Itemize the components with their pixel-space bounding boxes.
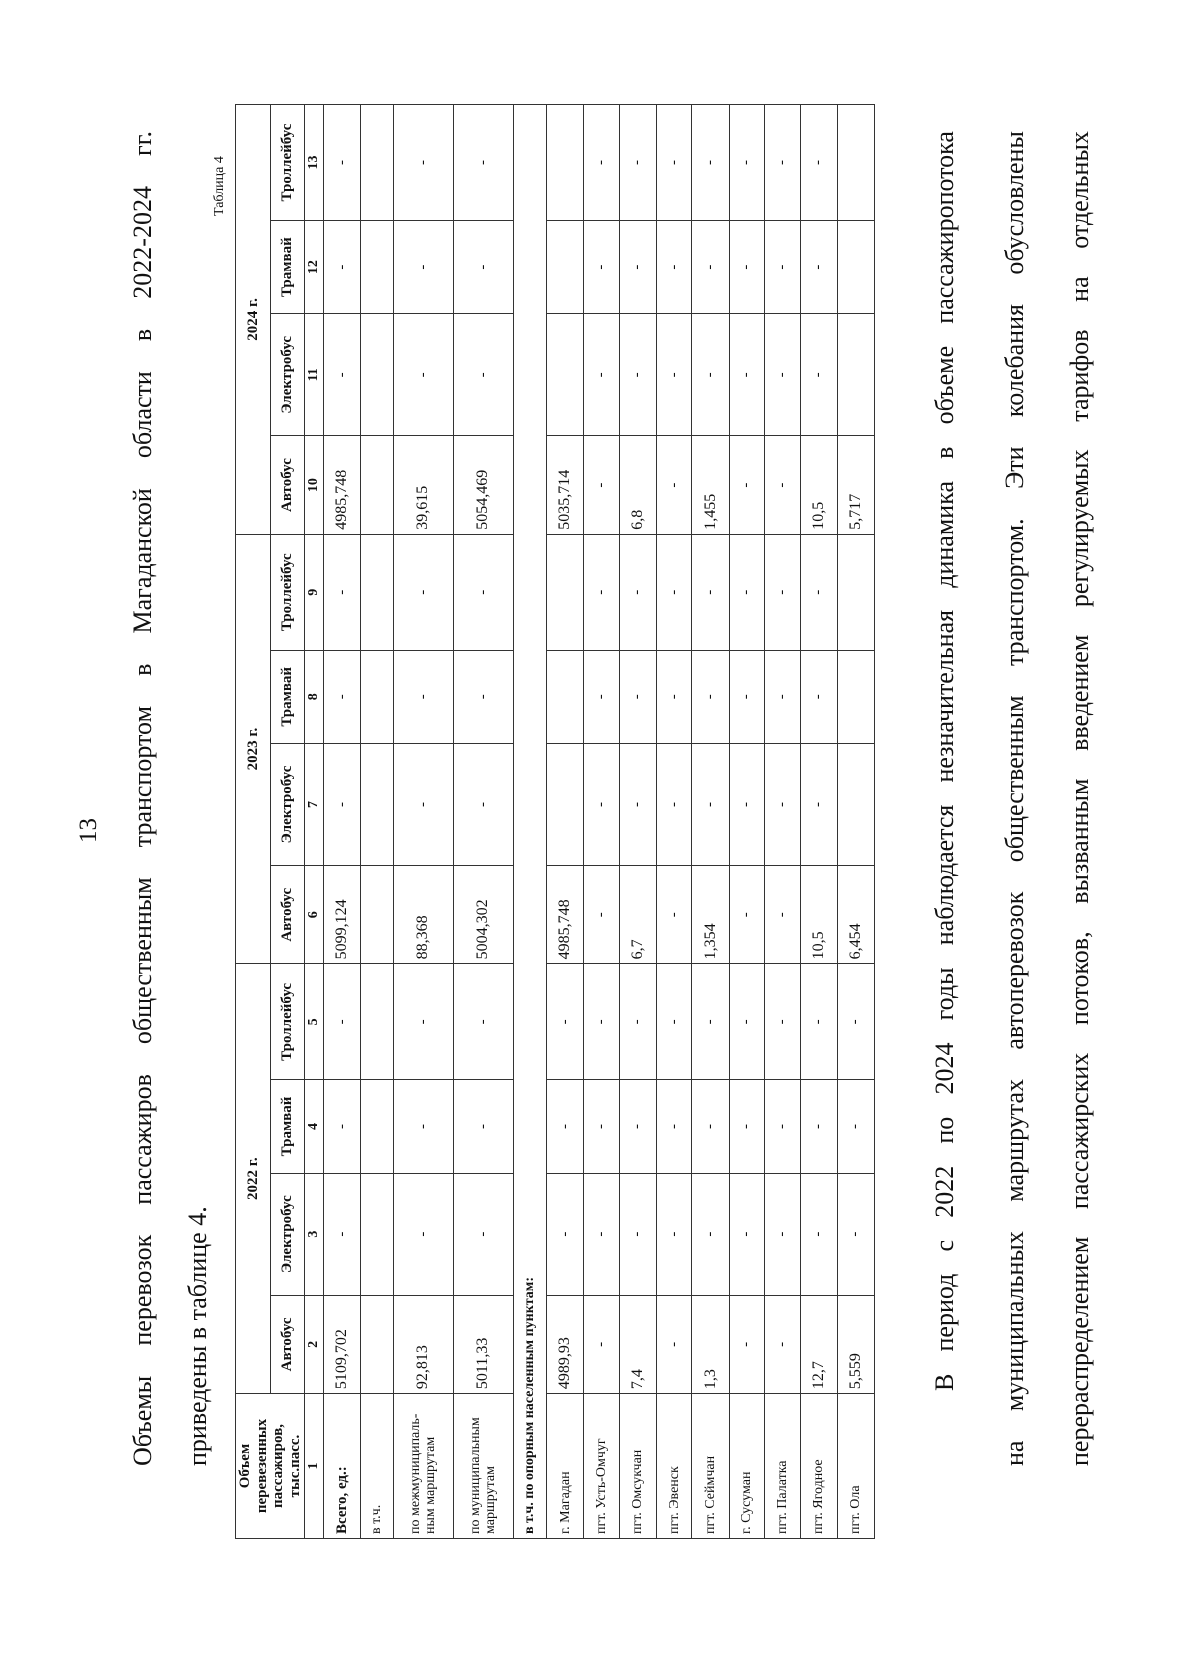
- table-cell: 6,7: [619, 866, 656, 964]
- table-cell: 6,8: [619, 436, 656, 534]
- table-cell: -: [729, 650, 764, 743]
- table-cell: -: [324, 534, 361, 650]
- body-word: пассажиропотока: [930, 131, 959, 324]
- row-label: г. Сусуман: [729, 1394, 764, 1539]
- mode-header: Троллейбус: [270, 534, 305, 650]
- row-label: пгт. Усть-Омчуг: [584, 1394, 619, 1539]
- body-line-3: [1065, 131, 1095, 1466]
- table-cell: -: [393, 314, 453, 436]
- table-cell: -: [837, 964, 874, 1080]
- intro-word: в: [128, 663, 157, 676]
- body-word: вызванным: [1065, 778, 1094, 904]
- intro-word: Объемы: [128, 1375, 157, 1466]
- table-cell: -: [584, 1295, 619, 1393]
- table-cell: -: [657, 221, 692, 314]
- table-cell: -: [765, 650, 800, 743]
- table-cell: [361, 743, 394, 865]
- table-cell: [837, 105, 874, 221]
- table-cell: -: [324, 1173, 361, 1295]
- table-cell: 39,615: [393, 436, 453, 534]
- table-cell: -: [765, 964, 800, 1080]
- column-index: 3: [305, 1173, 324, 1295]
- table-cell: -: [393, 650, 453, 743]
- row-label: пгт. Палатка: [765, 1394, 800, 1539]
- table-row: [800, 105, 837, 1539]
- body-word: наблюдается: [930, 804, 959, 946]
- table-cell: -: [800, 534, 837, 650]
- table-cell: 1,354: [692, 866, 729, 964]
- table-cell: [547, 314, 584, 436]
- table-cell: -: [393, 1173, 453, 1295]
- table-cell: 4989,93: [547, 1295, 584, 1393]
- table-cell: -: [765, 105, 800, 221]
- table-row: [692, 105, 729, 1539]
- body-word: маршрутах: [1000, 1079, 1029, 1202]
- table-cell: -: [800, 964, 837, 1080]
- table-cell: -: [765, 1295, 800, 1393]
- table-cell: -: [692, 105, 729, 221]
- intro-line-2: приведены в таблице 4.: [183, 1206, 212, 1466]
- table-cell: -: [657, 743, 692, 865]
- table-cell: 10,5: [800, 436, 837, 534]
- row-label: пгт. Сеймчан: [692, 1394, 729, 1539]
- table-cell: -: [657, 1173, 692, 1295]
- table-row: [547, 105, 584, 1539]
- table-cell: [361, 534, 394, 650]
- table-cell: -: [584, 1080, 619, 1173]
- mode-header: Троллейбус: [270, 105, 305, 221]
- table-cell: -: [393, 534, 453, 650]
- table-cell: -: [800, 105, 837, 221]
- intro-word: 2022-2024: [128, 186, 157, 299]
- table-cell: -: [393, 1080, 453, 1173]
- passenger-volume-table: [235, 104, 875, 1539]
- table-cell: -: [657, 1080, 692, 1173]
- table-cell: 7,4: [619, 1295, 656, 1393]
- table-cell: -: [657, 1295, 692, 1393]
- mode-header: Трамвай: [270, 221, 305, 314]
- table-cell: [361, 964, 394, 1080]
- row-label: в т.ч.: [361, 1394, 394, 1539]
- table-cell: -: [657, 105, 692, 221]
- row-label: пгт. Омсукчан: [619, 1394, 656, 1539]
- table-row: [657, 105, 692, 1539]
- table-cell: -: [765, 221, 800, 314]
- intro-word: области: [128, 371, 157, 459]
- body-word: 2022: [930, 1165, 959, 1218]
- mode-header: Трамвай: [270, 1080, 305, 1173]
- column-index: 7: [305, 743, 324, 865]
- table-row: [765, 105, 800, 1539]
- body-line-1: [930, 131, 960, 1466]
- table-cell: -: [547, 964, 584, 1080]
- year-header: 2024 г.: [236, 105, 271, 535]
- table-cell: -: [765, 743, 800, 865]
- table-cell: -: [729, 1173, 764, 1295]
- body-word: по: [930, 1116, 959, 1144]
- table-row: [729, 105, 764, 1539]
- body-word: общественным: [1000, 695, 1029, 863]
- table-cell: -: [584, 221, 619, 314]
- table-cell: [837, 650, 874, 743]
- mode-header: Троллейбус: [270, 964, 305, 1080]
- table-cell: -: [692, 964, 729, 1080]
- intro-word: общественным: [128, 877, 157, 1045]
- table-cell: -: [584, 436, 619, 534]
- table-cell: -: [800, 650, 837, 743]
- table-cell: 5,559: [837, 1295, 874, 1393]
- table-caption: Таблица 4: [212, 156, 227, 216]
- table-cell: -: [765, 314, 800, 436]
- table-cell: -: [584, 534, 619, 650]
- mode-header: Автобус: [270, 866, 305, 964]
- body-word: годы: [930, 967, 959, 1021]
- table-cell: [361, 650, 394, 743]
- body-word: транспортом.: [1000, 518, 1029, 667]
- table-cell: -: [729, 314, 764, 436]
- table-cell: [361, 1295, 394, 1393]
- table-cell: -: [453, 743, 513, 865]
- table-row: [453, 105, 513, 1539]
- column-index: 5: [305, 964, 324, 1080]
- intro-line-1: [130, 131, 156, 1466]
- table-cell: -: [453, 314, 513, 436]
- mode-header: Автобус: [270, 436, 305, 534]
- body-word: пассажирских: [1065, 1052, 1094, 1210]
- table-cell: 4985,748: [547, 866, 584, 964]
- table-cell: -: [692, 314, 729, 436]
- row-label: пгт. Ола: [837, 1394, 874, 1539]
- intro-word: в: [128, 328, 157, 342]
- row-label: по муниципальным маршрутам: [453, 1394, 513, 1539]
- table-cell: -: [619, 964, 656, 1080]
- table-cell: -: [547, 1173, 584, 1295]
- table-cell: -: [584, 743, 619, 865]
- table-cell: -: [619, 743, 656, 865]
- intro-word: гг.: [128, 131, 157, 156]
- table-cell: -: [657, 964, 692, 1080]
- table-cell: -: [800, 1080, 837, 1173]
- body-word: на: [1065, 276, 1094, 302]
- column-index: 11: [305, 314, 324, 436]
- body-line-2: [1000, 131, 1030, 1466]
- table-cell: -: [765, 1080, 800, 1173]
- body-word: Эти: [1000, 446, 1029, 489]
- table-cell: -: [393, 964, 453, 1080]
- intro-word: перевозок: [128, 1234, 157, 1346]
- table-cell: -: [619, 650, 656, 743]
- row-label: по межмуниципаль-ным маршрутам: [393, 1394, 453, 1539]
- table-cell: [837, 221, 874, 314]
- table-cell: [361, 314, 394, 436]
- table-cell: -: [692, 1173, 729, 1295]
- table-cell: -: [324, 105, 361, 221]
- table-cell: 4985,748: [324, 436, 361, 534]
- row-label: пгт. Эвенск: [657, 1394, 692, 1539]
- table-cell: [837, 534, 874, 650]
- table-cell: -: [324, 964, 361, 1080]
- row-label: Всего, ед.:: [324, 1394, 361, 1539]
- table-cell: -: [765, 436, 800, 534]
- body-word: 2024: [930, 1042, 959, 1095]
- table-cell: -: [393, 105, 453, 221]
- table-cell: -: [657, 314, 692, 436]
- table-cell: -: [837, 1173, 874, 1295]
- table-cell: 92,813: [393, 1295, 453, 1393]
- body-word: обусловлены: [1000, 131, 1029, 275]
- row-label: пгт. Ягодное: [800, 1394, 837, 1539]
- table-cell: -: [837, 1080, 874, 1173]
- table-cell: -: [453, 650, 513, 743]
- section-row: [513, 105, 547, 1539]
- table-cell: -: [657, 436, 692, 534]
- table-cell: -: [619, 105, 656, 221]
- table-cell: [547, 221, 584, 314]
- page-number: 13: [75, 818, 102, 843]
- table-cell: [361, 1173, 394, 1295]
- table-cell: -: [765, 1173, 800, 1295]
- table-cell: -: [324, 650, 361, 743]
- column-index: 10: [305, 436, 324, 534]
- table-row: [393, 105, 453, 1539]
- table-cell: -: [453, 1173, 513, 1295]
- table-cell: -: [393, 743, 453, 865]
- body-word: перераспределением: [1065, 1236, 1094, 1466]
- table-cell: -: [619, 1080, 656, 1173]
- body-word: незначительная: [930, 609, 959, 783]
- table-cell: 12,7: [800, 1295, 837, 1393]
- table-cell: -: [393, 221, 453, 314]
- table-cell: [547, 534, 584, 650]
- table-cell: -: [584, 1173, 619, 1295]
- table-cell: -: [765, 866, 800, 964]
- table-cell: [547, 743, 584, 865]
- row-label: г. Магадан: [547, 1394, 584, 1539]
- table-cell: -: [584, 105, 619, 221]
- table-cell: 6,454: [837, 866, 874, 964]
- table-cell: [361, 436, 394, 534]
- column-index: 2: [305, 1295, 324, 1393]
- table-cell: -: [324, 314, 361, 436]
- body-word: тарифов: [1065, 329, 1094, 422]
- column-index: 1: [305, 1394, 324, 1539]
- body-word: объеме: [930, 345, 959, 425]
- section-label: в т.ч. по опорным населенным пунктам:: [513, 105, 547, 1539]
- table-cell: -: [584, 866, 619, 964]
- table-cell: -: [619, 221, 656, 314]
- table-cell: -: [800, 1173, 837, 1295]
- table-cell: -: [729, 436, 764, 534]
- mode-header: Электробус: [270, 1173, 305, 1295]
- column-index: 13: [305, 105, 324, 221]
- table-cell: 10,5: [800, 866, 837, 964]
- table-cell: 5109,702: [324, 1295, 361, 1393]
- intro-word: Магаданской: [128, 488, 157, 634]
- table-cell: 1,455: [692, 436, 729, 534]
- table-cell: -: [619, 1173, 656, 1295]
- table-cell: -: [324, 743, 361, 865]
- table-cell: 5,717: [837, 436, 874, 534]
- body-word: муниципальных: [1000, 1231, 1029, 1412]
- body-word: регулируемых: [1065, 449, 1094, 608]
- table-cell: -: [692, 534, 729, 650]
- table-cell: -: [619, 314, 656, 436]
- mode-header: Электробус: [270, 743, 305, 865]
- table-cell: -: [584, 314, 619, 436]
- table-cell: [361, 866, 394, 964]
- table-cell: -: [657, 650, 692, 743]
- column-index-row: [305, 105, 324, 1539]
- table-cell: -: [765, 534, 800, 650]
- year-header-row: [236, 105, 271, 1539]
- table-cell: -: [729, 743, 764, 865]
- table-cell: -: [547, 1080, 584, 1173]
- table-cell: -: [619, 534, 656, 650]
- body-word: колебания: [1000, 304, 1029, 418]
- table-cell: -: [800, 743, 837, 865]
- table-cell: -: [800, 221, 837, 314]
- table-cell: -: [453, 105, 513, 221]
- column-index: 4: [305, 1080, 324, 1173]
- table-cell: -: [453, 221, 513, 314]
- year-header: 2022 г.: [236, 964, 271, 1394]
- column-index: 9: [305, 534, 324, 650]
- column-index: 6: [305, 866, 324, 964]
- mode-header: Электробус: [270, 314, 305, 436]
- table-cell: -: [584, 650, 619, 743]
- mode-header-row: [270, 105, 305, 1539]
- table-cell: -: [692, 1080, 729, 1173]
- table-cell: 1,3: [692, 1295, 729, 1393]
- table-cell: -: [692, 650, 729, 743]
- table-cell: 88,368: [393, 866, 453, 964]
- table-cell: -: [800, 314, 837, 436]
- body-word: на: [1000, 1440, 1029, 1466]
- intro-word: пассажиров: [128, 1074, 157, 1205]
- table-cell: -: [692, 221, 729, 314]
- table-row: [324, 105, 361, 1539]
- table-row: [619, 105, 656, 1539]
- body-word: с: [930, 1239, 959, 1252]
- table-row: [361, 105, 394, 1539]
- table-cell: -: [453, 534, 513, 650]
- body-word: В: [930, 1373, 959, 1391]
- table-cell: 5035,714: [547, 436, 584, 534]
- table-cell: -: [657, 866, 692, 964]
- table-cell: [837, 743, 874, 865]
- table-cell: -: [729, 866, 764, 964]
- column-index: 8: [305, 650, 324, 743]
- table-cell: [547, 650, 584, 743]
- table-cell: -: [692, 743, 729, 865]
- body-word: отдельных: [1065, 131, 1094, 249]
- table-cell: 5011,33: [453, 1295, 513, 1393]
- table-cell: -: [729, 964, 764, 1080]
- table-cell: 5054,469: [453, 436, 513, 534]
- table-cell: -: [729, 221, 764, 314]
- table-cell: 5004,302: [453, 866, 513, 964]
- body-word: введением: [1065, 634, 1094, 751]
- mode-header: Трамвай: [270, 650, 305, 743]
- mode-header: Автобус: [270, 1295, 305, 1393]
- body-word: потоков,: [1065, 931, 1094, 1026]
- column-index: 12: [305, 221, 324, 314]
- table-cell: -: [453, 1080, 513, 1173]
- table-cell: [361, 1080, 394, 1173]
- body-word: динамика: [930, 481, 959, 588]
- table-cell: [361, 221, 394, 314]
- table-cell: -: [657, 534, 692, 650]
- table-row: [837, 105, 874, 1539]
- table-cell: -: [453, 964, 513, 1080]
- table-cell: -: [729, 1295, 764, 1393]
- table-cell: [547, 105, 584, 221]
- table-cell: [361, 105, 394, 221]
- table-cell: 5099,124: [324, 866, 361, 964]
- table-cell: -: [729, 105, 764, 221]
- table-row: [584, 105, 619, 1539]
- body-word: период: [930, 1273, 959, 1352]
- intro-word: транспортом: [128, 705, 157, 848]
- table-cell: -: [729, 534, 764, 650]
- table-cell: -: [584, 964, 619, 1080]
- table-cell: -: [729, 1080, 764, 1173]
- table-cell: [837, 314, 874, 436]
- body-word: в: [930, 446, 959, 459]
- corner-header: Объем перевезенных пассажиров, тыс.пасс.: [236, 1394, 305, 1539]
- body-word: автоперевозок: [1000, 891, 1029, 1050]
- table-cell: -: [324, 221, 361, 314]
- year-header: 2023 г.: [236, 534, 271, 964]
- table-cell: -: [324, 1080, 361, 1173]
